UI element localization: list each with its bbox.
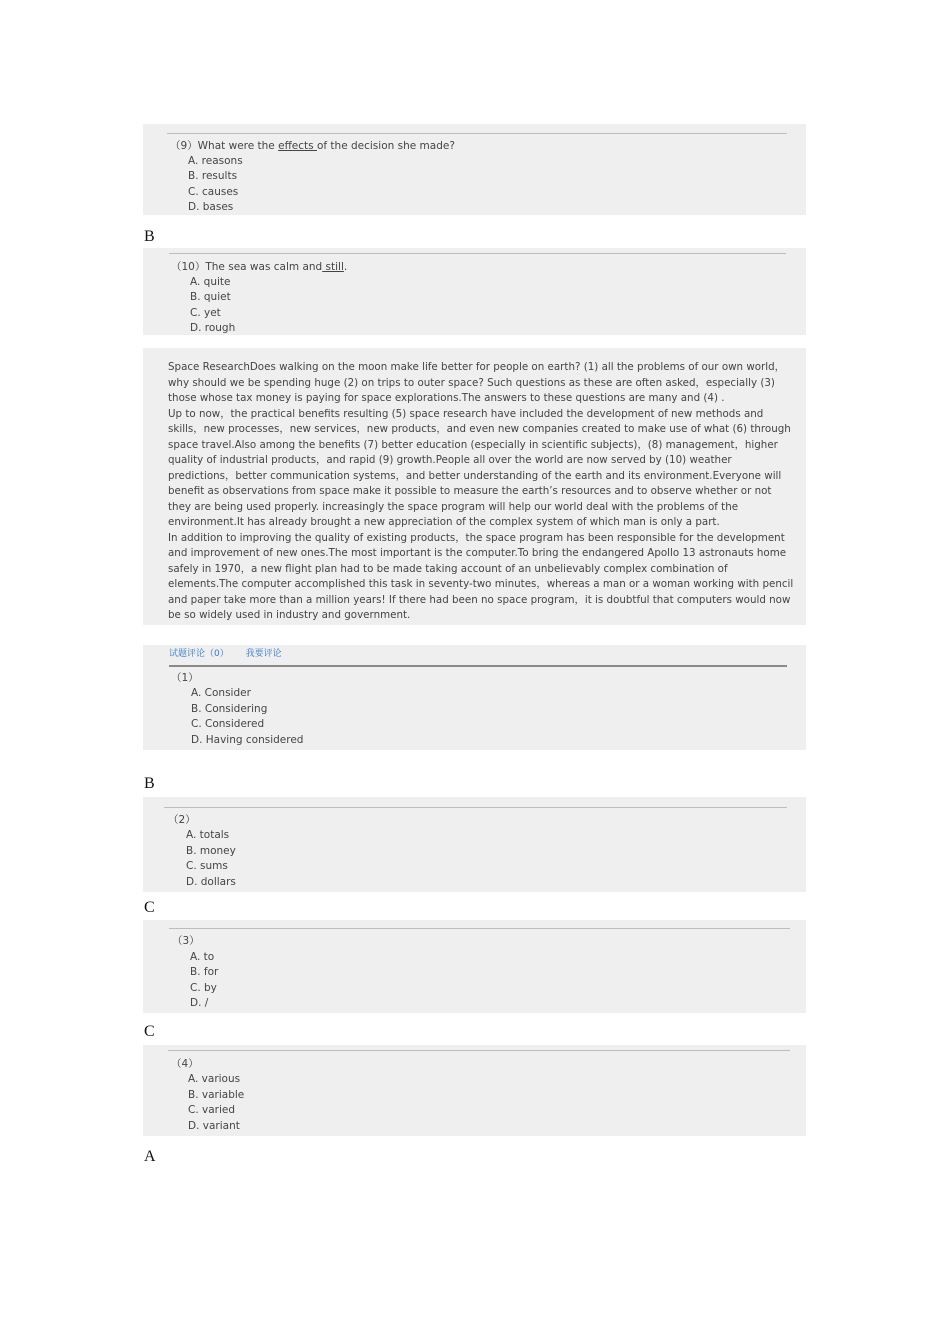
subquestion-3-stem: （3） — [172, 935, 200, 947]
option-d: D. rough — [190, 322, 236, 334]
option-c: C. Considered — [191, 718, 265, 730]
divider — [167, 133, 787, 134]
view-comments-link[interactable]: 试题评论（0） — [169, 649, 229, 659]
divider — [169, 928, 790, 929]
option-a: A. totals — [186, 829, 230, 841]
option-b: B. Considering — [191, 703, 268, 715]
option-a: A. quite — [190, 276, 231, 288]
divider — [169, 253, 786, 254]
passage-paragraph-2: Up to now，the practical benefits resulting (5) space research have included the development of new methods and skills，new processes，new services，new products，and even new companies created to make use of what (6) through space travel.Also among the benefits (7) better education (especially in scientific subjects)，(8) management，higher quality of industrial products，and rapid (9) growth.People all over the world are now served by (10) weather predictions，better communication systems，and better understanding of the earth and its environment.Everyone will benefit as observations from space make it possible to measure the earth’s resources and to observe whether or not they are being used properly. increasingly the space program will help our world deal with the problems of the environment.It has already brought a new appreciation of the complex system of which man is only a part. — [168, 407, 791, 528]
option-c: C. varied — [188, 1104, 236, 1116]
option-d: D. bases — [188, 201, 234, 213]
subquestion-2-stem: （2） — [168, 814, 196, 826]
question-10-stem: （10）The sea was calm and still. — [171, 261, 348, 273]
subquestion-2-panel — [143, 797, 806, 892]
divider — [164, 807, 787, 808]
underlined-word: still — [322, 261, 344, 273]
option-a: A. Consider — [191, 687, 251, 699]
answer-s1: B — [144, 775, 155, 792]
option-d: D. Having considered — [191, 734, 304, 746]
subquestion-1-panel — [143, 645, 806, 750]
comment-links — [169, 647, 282, 663]
passage-paragraph-1: Space ResearchDoes walking on the moon make life better for people on earth? (1) all the problems of our own world，why should we be spending huge (2) on trips to outer space? Such questions as these are often asked，especially (3) those whose tax money is paying for space explorations.The answers to these questions are many and (4) . — [168, 361, 785, 404]
answer-s2: C — [144, 899, 155, 916]
option-b: B. money — [186, 845, 236, 857]
question-9-panel — [143, 124, 806, 215]
option-c: C. sums — [186, 860, 228, 872]
answer-s4: A — [144, 1148, 156, 1165]
option-c: C. causes — [188, 186, 239, 198]
option-c: C. yet — [190, 307, 221, 319]
option-b: B. variable — [188, 1089, 245, 1101]
answer-s3: C — [144, 1023, 155, 1040]
subquestion-4-stem: （4） — [171, 1058, 199, 1070]
divider — [169, 665, 787, 667]
option-c: C. by — [190, 982, 217, 994]
option-b: B. results — [188, 170, 238, 182]
subquestion-1-stem: （1） — [171, 672, 199, 684]
option-b: B. quiet — [190, 291, 231, 303]
passage-paragraph-3: In addition to improving the quality of existing products，the space program has been responsible for the development and improvement of new ones.The most important is the computer.To bring the endangered Apollo 13 astronauts home safely in 1970，a new flight plan had to be made taking account of an unbelievably complex combination of elements.The computer accomplished this task in seventy-two minutes，whereas a man or a woman working with pencil and paper take more than a million years! If there had been no space program，it is doubtful that computers would now be so widely used in industry and government. — [168, 531, 794, 621]
underlined-word: effects — [278, 140, 317, 152]
option-d: D. / — [190, 997, 209, 1009]
reading-passage — [168, 360, 796, 624]
divider — [168, 1050, 790, 1051]
option-d: D. variant — [188, 1120, 240, 1132]
answer-q9: B — [144, 228, 155, 245]
option-a: A. reasons — [188, 155, 243, 167]
option-b: B. for — [190, 966, 219, 978]
post-comment-link[interactable]: 我要评论 — [245, 649, 282, 659]
question-10-panel — [143, 248, 806, 335]
option-d: D. dollars — [186, 876, 236, 888]
option-a: A. various — [188, 1073, 241, 1085]
question-9-stem: （9）What were the effects of the decision she made? — [170, 140, 455, 152]
subquestion-3-panel — [143, 920, 806, 1013]
subquestion-4-panel — [143, 1045, 806, 1136]
option-a: A. to — [190, 951, 215, 963]
reading-passage-panel — [143, 348, 806, 625]
